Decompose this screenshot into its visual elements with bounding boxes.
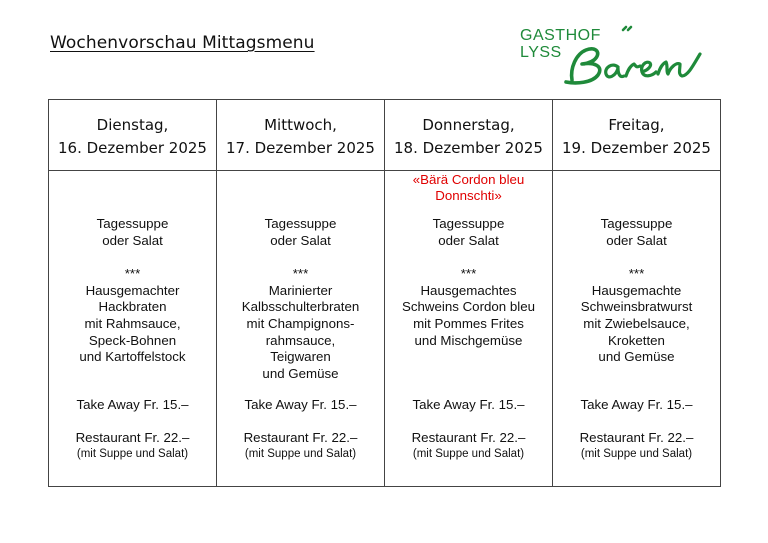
main-line: und Gemüse bbox=[262, 365, 339, 381]
menu-cell-friday bbox=[553, 171, 721, 487]
logo bbox=[520, 20, 710, 90]
starter-line: Tagessuppe bbox=[96, 216, 169, 231]
special-note bbox=[49, 171, 216, 209]
page-title: Wochenvorschau Mittagsmenu bbox=[50, 33, 315, 53]
day-header-wednesday bbox=[217, 100, 385, 171]
logo-gasthof-text: GASTHOF bbox=[520, 27, 601, 44]
restaurant-price: Restaurant Fr. 22.– bbox=[243, 429, 358, 445]
separator: *** bbox=[628, 266, 645, 282]
starter bbox=[49, 216, 216, 249]
main-line: Speck-Bohnen bbox=[88, 332, 177, 348]
starter-line: Tagessuppe bbox=[600, 216, 673, 231]
separator: *** bbox=[292, 266, 309, 282]
main-line: Teigwaren bbox=[270, 349, 331, 365]
main-dish bbox=[49, 283, 216, 397]
main-line: Kroketten bbox=[608, 332, 665, 348]
special-note bbox=[217, 171, 384, 209]
special-note bbox=[553, 171, 720, 209]
main-line: Hausgemachter bbox=[85, 282, 180, 298]
special-note bbox=[385, 171, 552, 209]
main-line: Hausgemachtes bbox=[420, 282, 517, 298]
day-date: 19. Dezember 2025 bbox=[562, 139, 711, 157]
menu-cell-thursday bbox=[385, 171, 553, 487]
starter bbox=[217, 216, 384, 249]
starter-line: oder Salat bbox=[438, 232, 499, 248]
main-line: mit Pommes Frites bbox=[413, 315, 524, 331]
menu-cell-tuesday bbox=[49, 171, 217, 487]
price-note: (mit Suppe und Salat) bbox=[244, 448, 357, 461]
main-line: und Kartoffelstock bbox=[79, 349, 186, 365]
starter-line: oder Salat bbox=[606, 232, 667, 248]
restaurant-price: Restaurant Fr. 22.– bbox=[75, 429, 190, 445]
separator: *** bbox=[124, 266, 141, 282]
day-name: Dienstag, bbox=[96, 116, 169, 134]
main-line: Schweinsbratwurst bbox=[580, 299, 693, 315]
day-date: 17. Dezember 2025 bbox=[226, 139, 375, 157]
special-line: «Bärä Cordon bleu bbox=[412, 172, 525, 187]
menu-cell-wednesday bbox=[217, 171, 385, 487]
restaurant-price: Restaurant Fr. 22.– bbox=[411, 429, 526, 445]
main-line: Kalbsschulterbraten bbox=[241, 299, 360, 315]
takeaway-price: Take Away Fr. 15.– bbox=[244, 396, 357, 412]
day-header-tuesday bbox=[49, 100, 217, 171]
day-header-thursday bbox=[385, 100, 553, 171]
starter-line: oder Salat bbox=[102, 232, 163, 248]
menu-table bbox=[48, 99, 721, 487]
logo-baeren-script-icon bbox=[520, 20, 710, 90]
price-note: (mit Suppe und Salat) bbox=[580, 448, 693, 461]
logo-lyss-text: LYSS bbox=[520, 44, 562, 61]
day-name: Freitag, bbox=[608, 116, 665, 134]
starter-line: Tagessuppe bbox=[264, 216, 337, 231]
main-line: Hausgemachte bbox=[591, 282, 682, 298]
main-line: mit Zwiebelsauce, bbox=[583, 315, 690, 331]
starter bbox=[385, 216, 552, 249]
main-line: rahmsauce, bbox=[265, 332, 336, 348]
price-note: (mit Suppe und Salat) bbox=[412, 448, 525, 461]
main-line: Marinierter bbox=[268, 282, 333, 298]
main-line: Hackbraten bbox=[98, 299, 167, 315]
starter-line: Tagessuppe bbox=[432, 216, 505, 231]
starter bbox=[553, 216, 720, 249]
main-dish bbox=[217, 283, 384, 397]
day-name: Mittwoch, bbox=[264, 116, 337, 134]
starter-line: oder Salat bbox=[270, 232, 331, 248]
main-line: und Gemüse bbox=[598, 349, 675, 365]
main-line: mit Champignons- bbox=[246, 315, 355, 331]
takeaway-price: Take Away Fr. 15.– bbox=[76, 396, 189, 412]
main-line: Schweins Cordon bleu bbox=[401, 299, 536, 315]
takeaway-price: Take Away Fr. 15.– bbox=[580, 396, 693, 412]
main-line: mit Rahmsauce, bbox=[84, 315, 181, 331]
main-line: und Mischgemüse bbox=[414, 332, 523, 348]
day-header-friday bbox=[553, 100, 721, 171]
main-dish bbox=[553, 283, 720, 397]
separator: *** bbox=[460, 266, 477, 282]
day-date: 18. Dezember 2025 bbox=[394, 139, 543, 157]
special-line: Donnschti» bbox=[435, 188, 502, 203]
day-name: Donnerstag, bbox=[422, 116, 515, 134]
restaurant-price: Restaurant Fr. 22.– bbox=[579, 429, 694, 445]
main-dish bbox=[385, 283, 552, 397]
day-date: 16. Dezember 2025 bbox=[58, 139, 207, 157]
takeaway-price: Take Away Fr. 15.– bbox=[412, 396, 525, 412]
price-note: (mit Suppe und Salat) bbox=[76, 448, 189, 461]
